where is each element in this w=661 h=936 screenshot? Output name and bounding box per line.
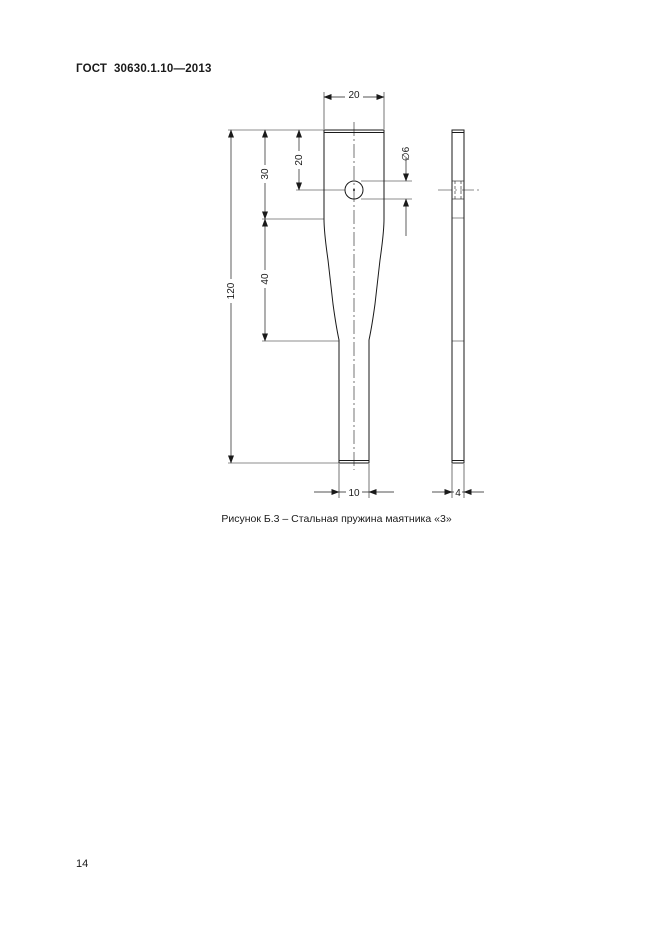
document-header: ГОСТ 30630.1.10—2013 (76, 63, 212, 75)
dim-hole-offset: 20 (294, 154, 305, 166)
page-number: 14 (76, 858, 89, 870)
spring-side-view (452, 130, 464, 463)
dim-total-length: 120 (226, 282, 237, 300)
dim-top-width: 20 (348, 90, 360, 101)
dim-thickness: 4 (455, 488, 461, 499)
extension-lines (228, 92, 464, 498)
dimension-lines (231, 97, 484, 492)
dim-head-length: 30 (260, 168, 271, 180)
figure-caption-row (0, 513, 661, 525)
dim-taper-length: 40 (260, 273, 271, 285)
figure-caption: Рисунок Б.3 – Стальная пружина маятника «3» (221, 513, 452, 525)
dim-bottom-width: 10 (348, 488, 360, 499)
dim-hole-diameter: ∅6 (401, 146, 412, 162)
